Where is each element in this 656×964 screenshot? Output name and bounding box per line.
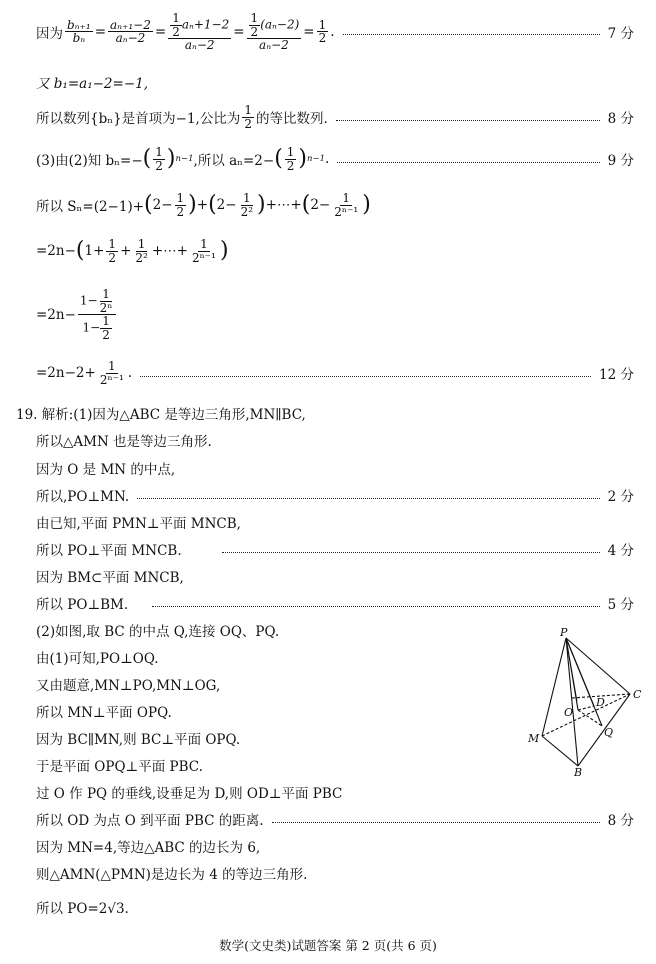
score: 8 分 <box>607 813 634 829</box>
dot-leader <box>137 498 599 499</box>
score: 9 分 <box>607 153 634 170</box>
edge-pm <box>542 638 566 736</box>
page-footer: 数学(文史类)试题答案 第 2 页(共 6 页) <box>219 938 437 953</box>
dot-leader <box>272 822 600 823</box>
fraction: $\frac{1}{\text{2²}}$ <box>240 191 254 219</box>
line-bn-formula: (3)由(2)知 bₙ=− ( $\frac{1}{2}$ ) n−1 ,所以 aₙ=2− ( $\frac{1}{2}$ ) n−1 . 9 分 <box>36 145 634 173</box>
label-p: P <box>560 626 568 639</box>
fraction: $\frac{1}{\text{2²}}$ <box>135 237 148 265</box>
pyramid-figure <box>520 626 650 776</box>
edge-pc <box>566 638 630 694</box>
text: = <box>154 23 167 40</box>
score: 5 分 <box>607 597 634 613</box>
fraction: $\frac{1}{2}$ (aₙ−2) aₙ−2 <box>247 12 302 52</box>
q19-heading: 19. 解析:(1)因为△ABC 是等边三角形,MN∥BC, <box>16 407 306 423</box>
q19-line: 所以,PO⊥MN. 2 分 <box>36 485 634 505</box>
text: 又 b₁=a₁−2=−1, <box>36 76 149 92</box>
q19-line: 由已知,平面 PMN⊥平面 MNCB, <box>36 516 241 532</box>
text: 因为 <box>36 25 63 42</box>
line-step3 <box>36 288 634 341</box>
q19-line: 于是平面 OPQ⊥平面 PBC. <box>36 759 203 775</box>
q19-line: 由(1)可知,PO⊥OQ. <box>36 651 159 667</box>
fraction: $\frac{1}{\text{2ⁿ⁻¹}}$ <box>99 359 124 387</box>
text: . <box>325 151 330 168</box>
text: 所以 Sₙ=(2−1)+ <box>36 199 145 216</box>
dot-leader <box>140 376 591 377</box>
q19-line: 因为 O 是 MN 的中点, <box>36 462 176 478</box>
text: (3)由(2)知 bₙ=− <box>36 153 143 170</box>
score: 7 分 <box>607 25 634 42</box>
fraction: $\frac{1}{2}$ <box>286 145 295 173</box>
label-c: C <box>633 688 642 701</box>
q19-line: 所以 PO=2√3. <box>36 901 129 917</box>
text: . <box>330 23 335 40</box>
fraction: $\frac{1}{2}$ <box>244 103 252 131</box>
edge-od-dashed <box>578 706 594 710</box>
label-o: O <box>564 706 574 719</box>
fraction: $\frac{1}{2}$ <box>108 237 117 265</box>
q19-line: 因为 MN=4,等边△ABC 的边长为 6, <box>36 840 261 856</box>
line-result: =2n−2+ $\frac{1}{\text{2ⁿ⁻¹}}$ . 12 分 <box>36 359 634 387</box>
fraction: $\frac{\text{bₙ₊₁}}{\text{bₙ}}$ <box>67 17 91 46</box>
score: 12 分 <box>599 367 634 384</box>
fraction: 1− $\frac{1}{\text{2ⁿ}}$ 1− $\frac{1}{2}$ <box>78 288 117 341</box>
q19-line: 又由题意,MN⊥PO,MN⊥OG, <box>36 678 221 694</box>
dot-leader <box>336 120 600 121</box>
text: = <box>233 23 245 40</box>
edge-pd <box>566 638 594 706</box>
q19-line: 则△AMN(△PMN)是边长为 4 的等边三角形. <box>36 867 308 883</box>
q19-line: 所以 MN⊥平面 OPQ. <box>36 705 172 721</box>
fraction: $\frac{1}{2}$ <box>318 17 327 46</box>
label-m: M <box>528 732 540 745</box>
q19-line: 所以 PO⊥BM. 5 分 <box>36 593 634 613</box>
q19-line: 过 O 作 PQ 的垂线,设垂足为 D,则 OD⊥平面 PBC <box>36 786 343 802</box>
fraction: $\frac{1}{2}$ aₙ+1−2 aₙ−2 <box>168 12 231 52</box>
dot-leader <box>337 162 599 163</box>
q19-line: 因为 BC∥MN,则 BC⊥平面 OPQ. <box>36 732 241 748</box>
fraction: $\frac{1}{2}$ <box>176 191 185 219</box>
dot-leader <box>343 34 600 35</box>
text: = <box>94 23 107 40</box>
text: ,所以 aₙ=2− <box>193 153 275 170</box>
q19-line: (2)如图,取 BC 的中点 Q,连接 OQ、PQ. <box>36 624 280 640</box>
edge-mn-dashed <box>542 694 630 736</box>
text: =2n− <box>36 243 76 260</box>
q19-line: 因为 BM⊂平面 MNCB, <box>36 570 184 586</box>
q19-line: 所以 OD 为点 O 到平面 PBC 的距离. 8 分 <box>36 809 634 829</box>
dot-leader <box>222 552 600 553</box>
q19-line: 所以△AMN 也是等边三角形. <box>36 434 212 450</box>
fraction: $\frac{\text{aₙ₊₁−2}}{\text{aₙ−2}}$ <box>110 17 151 46</box>
fraction: $\frac{1}{\text{2ⁿ⁻¹}}$ <box>334 191 359 219</box>
line-geometric <box>36 104 634 130</box>
text: =2n− <box>36 306 76 323</box>
score: 4 分 <box>607 543 634 559</box>
q19-line: 所以 PO⊥平面 MNCB. 4 分 <box>36 539 634 559</box>
label-b: B <box>574 766 583 776</box>
fraction: $\frac{1}{\text{2ⁿ⁻¹}}$ <box>191 237 216 265</box>
score: 2 分 <box>607 489 634 505</box>
fraction: $\frac{1}{2}$ <box>155 145 163 173</box>
text: =2n−2+ <box>36 365 96 382</box>
label-d: D <box>596 696 605 709</box>
label-q: Q <box>604 726 614 739</box>
dot-leader <box>152 606 599 607</box>
line-b1 <box>36 72 634 92</box>
edge-mb <box>542 736 578 766</box>
line-sn: 所以 Sₙ=(2−1)+ ( 2− $\frac{1}{2}$ ) + ( 2− $\frac{1}{\text{2²}}$ ) +⋯+ ( 2− $\frac{1}{\text{2ⁿ⁻¹}}$ ) <box>36 191 371 219</box>
line-step2: =2n− ( 1+ $\frac{1}{2}$ + $\frac{1}{\text{2²}}$ +⋯+ $\frac{1}{\text{2ⁿ⁻¹}}$ ) <box>36 237 229 265</box>
line-ratio <box>36 12 634 52</box>
text: 的等比数列. <box>256 111 328 128</box>
text: = <box>303 23 315 40</box>
text: 所以数列{bₙ}是首项为−1,公比为 <box>36 111 241 128</box>
score: 8 分 <box>607 111 634 128</box>
